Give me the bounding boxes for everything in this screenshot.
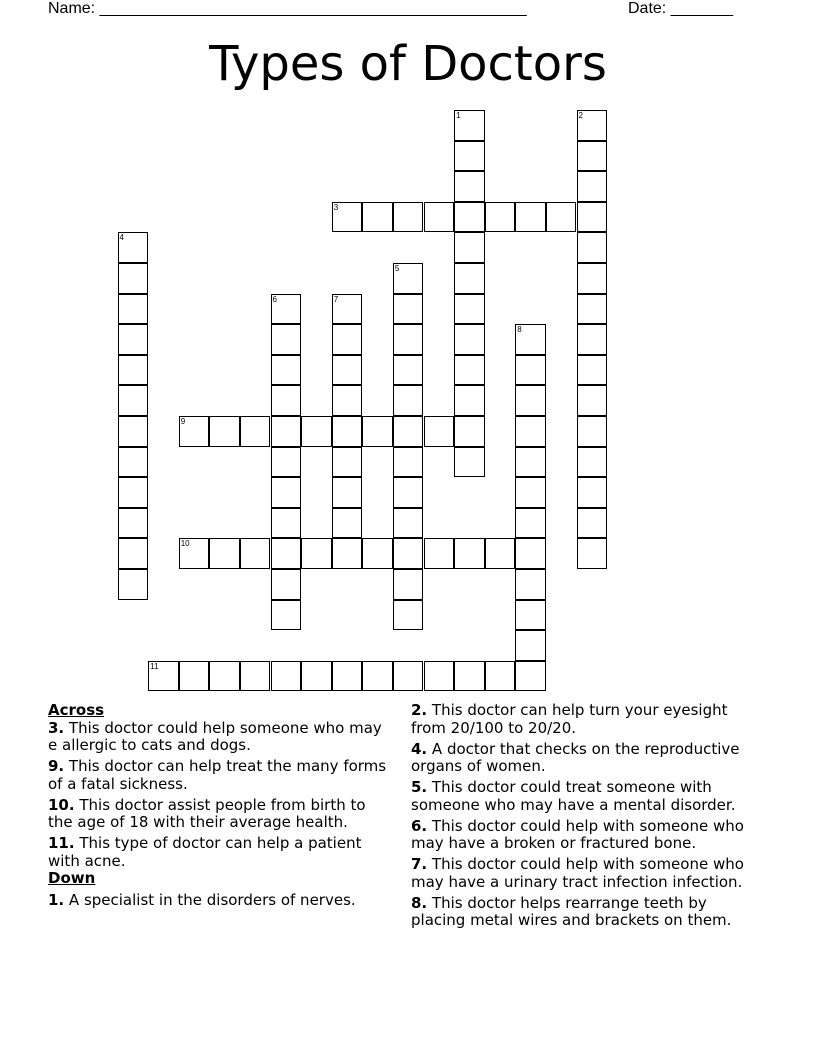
crossword-cell[interactable]	[332, 202, 363, 233]
crossword-cell[interactable]	[332, 538, 363, 569]
clue-text: This doctor could help with someone who may have a urinary tract infection infection.	[411, 855, 744, 891]
crossword-cell[interactable]	[577, 232, 608, 263]
crossword-cell[interactable]	[271, 355, 302, 386]
across-heading: Across	[48, 701, 105, 719]
crossword-cell[interactable]	[240, 538, 271, 569]
crossword-cell[interactable]	[332, 324, 363, 355]
crossword-cell[interactable]	[485, 538, 516, 569]
crossword-cell[interactable]	[577, 110, 608, 141]
crossword-cell[interactable]	[118, 538, 149, 569]
clue-number: 2.	[411, 701, 428, 719]
crossword-cell[interactable]	[393, 294, 424, 325]
clue-number: 5.	[411, 778, 428, 796]
cell-number: 4	[119, 233, 124, 243]
crossword-cell[interactable]	[271, 508, 302, 539]
crossword-cell[interactable]	[362, 538, 393, 569]
crossword-cell[interactable]	[485, 202, 516, 233]
crossword-cell[interactable]	[454, 294, 485, 325]
crossword-cell[interactable]	[118, 355, 149, 386]
crossword-cell[interactable]	[515, 661, 546, 692]
crossword-cell[interactable]	[577, 477, 608, 508]
page-title: Types of Doctors	[209, 36, 607, 92]
clue-number: 1.	[48, 890, 65, 909]
clue-text: A specialist in the disorders of nerves.	[68, 890, 356, 909]
crossword-cell[interactable]	[179, 661, 210, 692]
down-clue	[411, 818, 756, 853]
crossword-cell[interactable]	[577, 171, 608, 202]
crossword-cell[interactable]	[577, 141, 608, 172]
cell-number: 10	[180, 539, 190, 549]
clue-text: This doctor can help turn your eyesight from 20/100 to 20/20.	[411, 701, 728, 737]
crossword-cell[interactable]	[332, 416, 363, 447]
clue-number: 9.	[48, 757, 65, 775]
cell-number: 3	[333, 202, 339, 212]
cell-number: 2	[578, 111, 583, 120]
crossword-cell[interactable]	[515, 477, 546, 508]
crossword-cell[interactable]	[393, 416, 424, 447]
crossword-cell[interactable]	[393, 600, 424, 631]
down-clue	[411, 895, 756, 930]
crossword-cell[interactable]	[332, 447, 363, 478]
crossword-cell[interactable]	[515, 630, 546, 661]
crossword-cell[interactable]	[271, 600, 302, 631]
clue-number: 11.	[48, 834, 75, 852]
crossword-cell[interactable]	[362, 202, 393, 233]
crossword-cell[interactable]	[577, 202, 608, 233]
clue-number: 7.	[411, 855, 428, 873]
cell-number: 6	[272, 294, 277, 304]
crossword-cell[interactable]	[393, 263, 424, 294]
crossword-cell[interactable]	[454, 385, 485, 416]
crossword-cell[interactable]	[454, 171, 485, 202]
crossword-cell[interactable]	[454, 202, 485, 233]
crossword-cell[interactable]	[515, 385, 546, 416]
crossword-cell[interactable]	[454, 141, 485, 172]
crossword-cell[interactable]	[577, 447, 608, 478]
across-clue	[48, 720, 393, 755]
crossword-cell[interactable]	[393, 661, 424, 692]
crossword-cell[interactable]	[577, 263, 608, 294]
crossword-cell[interactable]	[393, 355, 424, 386]
clue-text: This doctor could treat someone with someone who may have a mental disorder.	[411, 778, 736, 814]
clue-text: This doctor could help with someone who may have a broken or fractured bone.	[411, 816, 744, 852]
cell-number: 7	[333, 294, 339, 304]
cell-number: 11	[150, 661, 159, 671]
crossword-cell[interactable]	[118, 232, 149, 263]
crossword-cell[interactable]	[424, 416, 455, 447]
clue-text: A doctor that checks on the reproductive organs of women.	[411, 739, 740, 775]
down-clue	[48, 892, 393, 910]
crossword-cell[interactable]	[271, 294, 302, 325]
crossword-cell[interactable]	[454, 263, 485, 294]
crossword-cell[interactable]	[301, 661, 332, 692]
crossword-cell[interactable]	[332, 477, 363, 508]
clue-text: This doctor assist people from birth to the age of 18 with their average health.	[48, 795, 366, 831]
crossword-cell[interactable]	[271, 477, 302, 508]
crossword-cell[interactable]	[271, 416, 302, 447]
down-heading: Down	[48, 869, 96, 887]
crossword-cell[interactable]	[332, 355, 363, 386]
clue-number: 3.	[48, 718, 65, 737]
crossword-cell[interactable]	[271, 661, 302, 692]
clues-right-column	[411, 702, 756, 933]
crossword-cell[interactable]	[577, 508, 608, 539]
clue-text: This doctor can help treat the many forms of a fatal sickness.	[48, 757, 387, 793]
crossword-cell[interactable]	[393, 569, 424, 600]
crossword-cell[interactable]	[393, 538, 424, 569]
crossword-cell[interactable]	[118, 294, 149, 325]
crossword-cell[interactable]	[393, 477, 424, 508]
crossword-cell[interactable]	[271, 324, 302, 355]
crossword-cell[interactable]	[209, 538, 240, 569]
crossword-cell[interactable]	[424, 661, 455, 692]
cell-number: 8	[517, 325, 522, 335]
crossword-cell[interactable]	[118, 263, 149, 294]
down-clue	[411, 702, 756, 737]
crossword-cell[interactable]	[118, 447, 149, 478]
crossword-cell[interactable]	[332, 661, 363, 692]
crossword-cell[interactable]	[240, 661, 271, 692]
crossword-cell[interactable]	[118, 385, 149, 416]
clue-text: This type of doctor can help a patient with acne.	[48, 834, 362, 870]
crossword-cell[interactable]	[515, 600, 546, 631]
across-clue-list	[48, 720, 393, 871]
clue-number: 8.	[411, 893, 428, 912]
crossword-cell[interactable]	[546, 202, 577, 233]
down-clue	[411, 741, 756, 776]
crossword-cell[interactable]	[179, 416, 210, 447]
crossword-cell[interactable]	[424, 202, 455, 233]
crossword-cell[interactable]	[577, 294, 608, 325]
crossword-cell[interactable]	[362, 661, 393, 692]
crossword-cell[interactable]	[271, 569, 302, 600]
crossword-cell[interactable]	[393, 508, 424, 539]
crossword-cell[interactable]	[577, 385, 608, 416]
across-clue	[48, 797, 393, 832]
crossword-cell[interactable]	[393, 202, 424, 233]
crossword-cell[interactable]	[271, 385, 302, 416]
crossword-cell[interactable]	[515, 538, 546, 569]
crossword-cell[interactable]	[209, 416, 240, 447]
crossword-cell[interactable]	[118, 324, 149, 355]
clue-text: This doctor helps rearrange teeth by placing metal wires and brackets on them.	[411, 893, 732, 929]
crossword-cell[interactable]	[577, 324, 608, 355]
clues-left-column	[48, 702, 393, 913]
crossword-cell[interactable]	[454, 110, 485, 141]
crossword-cell[interactable]	[240, 416, 271, 447]
crossword-cell[interactable]	[577, 416, 608, 447]
cell-number: 1	[456, 111, 461, 120]
name-field-label: Name: ________________________________________________	[48, 0, 527, 17]
crossword-cell[interactable]	[577, 538, 608, 569]
crossword-cell[interactable]	[118, 508, 149, 539]
down-clue	[411, 779, 756, 814]
across-clue	[48, 835, 393, 870]
crossword-cell[interactable]	[454, 355, 485, 386]
crossword-cell[interactable]	[118, 416, 149, 447]
crossword-cell[interactable]	[515, 202, 546, 233]
crossword-cell[interactable]	[485, 661, 516, 692]
clue-number: 10.	[48, 795, 75, 814]
crossword-cell[interactable]	[515, 324, 546, 355]
clue-number: 4.	[411, 739, 428, 758]
crossword-cell[interactable]	[454, 538, 485, 569]
crossword-cell[interactable]	[301, 538, 332, 569]
clue-number: 6.	[411, 816, 428, 835]
crossword-cell[interactable]	[454, 661, 485, 692]
crossword-cell[interactable]	[118, 569, 149, 600]
crossword-cell[interactable]	[454, 324, 485, 355]
crossword-cell[interactable]	[148, 661, 179, 692]
crossword-cell[interactable]	[393, 385, 424, 416]
crossword-cell[interactable]	[515, 569, 546, 600]
cell-number: 9	[180, 417, 186, 426]
crossword-cell[interactable]	[271, 538, 302, 569]
crossword-cell[interactable]	[393, 447, 424, 478]
crossword-cell[interactable]	[209, 661, 240, 692]
crossword-cell[interactable]	[454, 447, 485, 478]
crossword-cell[interactable]	[515, 447, 546, 478]
crossword-cell[interactable]	[515, 355, 546, 386]
across-clue	[48, 758, 393, 793]
crossword-cell[interactable]	[515, 416, 546, 447]
crossword-cell[interactable]	[271, 447, 302, 478]
crossword-cell[interactable]	[393, 324, 424, 355]
date-field-label: Date: _______	[628, 0, 733, 17]
crossword-cell[interactable]	[179, 538, 210, 569]
crossword-cell[interactable]	[301, 416, 332, 447]
crossword-cell[interactable]	[362, 416, 393, 447]
clue-text: This doctor could help someone who may e allergic to cats and dogs.	[48, 718, 382, 754]
down-clue	[411, 856, 756, 891]
crossword-cell[interactable]	[332, 294, 363, 325]
crossword-cell[interactable]	[577, 355, 608, 386]
crossword-cell[interactable]	[424, 538, 455, 569]
crossword-cell[interactable]	[515, 508, 546, 539]
crossword-cell[interactable]	[454, 416, 485, 447]
crossword-cell[interactable]	[454, 232, 485, 263]
cell-number: 5	[394, 264, 400, 273]
crossword-cell[interactable]	[118, 477, 149, 508]
crossword-cell[interactable]	[332, 508, 363, 539]
crossword-cell[interactable]	[332, 385, 363, 416]
